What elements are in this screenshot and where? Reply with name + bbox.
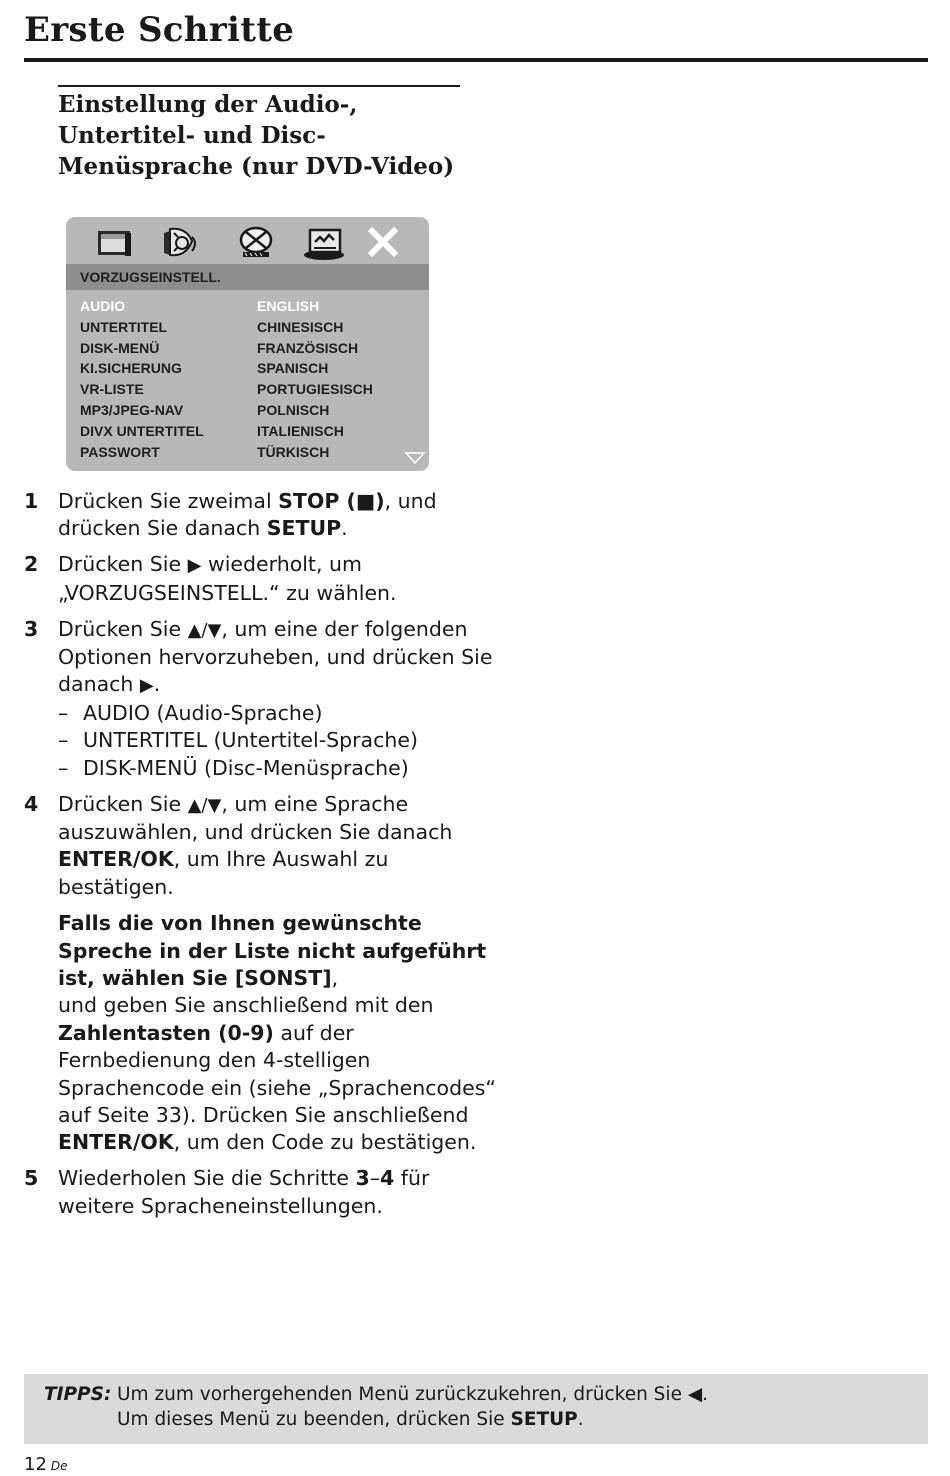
menu-value: FRANZÖSISCH: [257, 339, 359, 356]
setup-menu-screenshot: [66, 217, 429, 471]
step-line: danach ▶.: [58, 672, 161, 697]
page-number: 12: [24, 1454, 47, 1475]
step-number: 3: [24, 616, 39, 641]
note-line: und geben Sie anschließend mit den: [58, 993, 434, 1018]
menu-value: POLNISCH: [257, 401, 330, 418]
menu-icon-bar: [66, 217, 429, 263]
setup-key: SETUP: [510, 1409, 578, 1430]
left-arrow-icon: ◀: [687, 1384, 703, 1405]
menu-value: SPANISCH: [257, 360, 329, 377]
step-3: [24, 616, 493, 782]
menu-option: MP3/JPEG-NAV: [80, 401, 184, 418]
instruction-steps: [24, 488, 497, 1229]
option-item: – AUDIO (Audio-Sprache): [58, 700, 323, 725]
step-number: 1: [24, 489, 39, 513]
note-line: Spreche in der Liste nicht aufgeführt: [58, 938, 487, 963]
note-line: Fernbedienung den 4-stelligen: [58, 1048, 371, 1073]
tips-box: [24, 1374, 928, 1444]
tip-line: Um zum vorhergehenden Menü zurückzukehren, drücken Sie ◀.: [117, 1384, 708, 1405]
menu-value: TÜRKISCH: [257, 443, 330, 460]
language-note: [24, 910, 497, 1157]
menu-option: DIVX UNTERTITEL: [80, 422, 204, 439]
section-rule: [58, 85, 460, 87]
menu-option: VR-LISTE: [80, 381, 144, 398]
note-line: auf Seite 33). Drücken Sie anschließend: [58, 1103, 469, 1128]
note-line: ist, wählen Sie [SONST],: [58, 966, 339, 990]
section-title: [58, 89, 458, 182]
menu-option-selected: AUDIO: [80, 298, 126, 314]
tips-label: TIPPS:: [44, 1384, 112, 1405]
menu-value: PORTUGIESISCH: [257, 381, 373, 398]
step-number: 5: [24, 1166, 39, 1191]
disc-settings-icon: [234, 223, 278, 261]
number-keys: Zahlentasten (0-9): [58, 1020, 274, 1045]
stop-key: STOP (■): [278, 489, 385, 513]
step-2: [24, 551, 464, 607]
step-line: auszuwählen, und drücken Sie danach: [58, 819, 453, 844]
menu-options-list: [80, 296, 204, 462]
page-footer: [24, 1454, 68, 1476]
right-arrow-icon: ▶: [139, 675, 154, 697]
note-line: ENTER/OK, um den Code zu bestätigen.: [58, 1130, 477, 1155]
step-4: [24, 791, 464, 902]
menu-values-list: [257, 296, 373, 462]
note-line: Sprachencode ein (siehe „Sprachencodes“: [58, 1075, 497, 1100]
page-header: [24, 8, 928, 62]
section-title-line: Menüsprache (nur DVD-Video): [58, 153, 455, 180]
right-arrow-icon: ▶: [187, 555, 202, 577]
close-icon: [362, 223, 406, 261]
step-line: drücken Sie danach SETUP.: [58, 516, 348, 541]
language-code: De: [50, 1459, 68, 1473]
note-line: Falls die von Ihnen gewünschte: [58, 911, 422, 936]
menu-option: DISK-MENÜ: [80, 339, 160, 356]
section-title-line: Einstellung der Audio-,: [58, 91, 358, 118]
step-line: Drücken Sie ▲/▼, um eine der folgenden: [58, 616, 468, 641]
menu-option: UNTERTITEL: [80, 318, 168, 335]
display-settings-icon: [92, 223, 136, 261]
menu-option: KI.SICHERUNG: [80, 360, 182, 377]
menu-option: PASSWORT: [80, 443, 160, 460]
step-line: Wiederholen Sie die Schritte 3–4 für: [58, 1166, 430, 1191]
audio-settings-icon: [158, 223, 202, 261]
section-title-line: Untertitel- und Disc-: [58, 122, 326, 149]
menu-value-selected: ENGLISH: [257, 298, 320, 314]
step-line: „VORZUGSEINSTELL.“ zu wählen.: [58, 580, 397, 605]
step-line: Drücken Sie ▲/▼, um eine Sprache: [58, 791, 409, 816]
menu-value: ITALIENISCH: [257, 422, 344, 439]
menu-header: VORZUGSEINSTELL.: [66, 264, 429, 290]
page-title: Erste Schritte: [24, 10, 295, 50]
note-line: Zahlentasten (0-9) auf der: [58, 1020, 354, 1045]
setup-key: SETUP: [266, 516, 342, 541]
step-1: [24, 488, 464, 543]
step-number: 4: [24, 791, 39, 816]
scroll-down-icon: [404, 451, 426, 465]
step-line: ENTER/OK, um Ihre Auswahl zu: [58, 847, 389, 872]
up-down-arrow-icon: ▲/▼: [187, 794, 222, 816]
step-line: Drücken Sie zweimal STOP (■), und: [58, 489, 437, 513]
step-line: Drücken Sie ▶ wiederholt, um: [58, 552, 362, 577]
up-down-arrow-icon: ▲/▼: [187, 619, 222, 641]
option-item: – UNTERTITEL (Untertitel-Sprache): [58, 728, 418, 753]
step-line: weitere Spracheneinstellungen.: [58, 1193, 383, 1218]
tip-line: Um dieses Menü zu beenden, drücken Sie SETUP.: [117, 1409, 584, 1430]
option-item: – DISK-MENÜ (Disc-Menüsprache): [58, 755, 409, 780]
step-5: [24, 1165, 464, 1220]
tips-lines: [117, 1382, 708, 1432]
enter-ok-key: ENTER/OK: [58, 1130, 174, 1155]
step-line: Optionen hervorzuheben, und drücken Sie: [58, 645, 493, 670]
step-number: 2: [24, 552, 39, 577]
enter-ok-key: ENTER/OK: [58, 847, 174, 872]
step-line: bestätigen.: [58, 874, 174, 899]
menu-value: CHINESISCH: [257, 318, 344, 335]
preferences-icon: [302, 223, 346, 261]
